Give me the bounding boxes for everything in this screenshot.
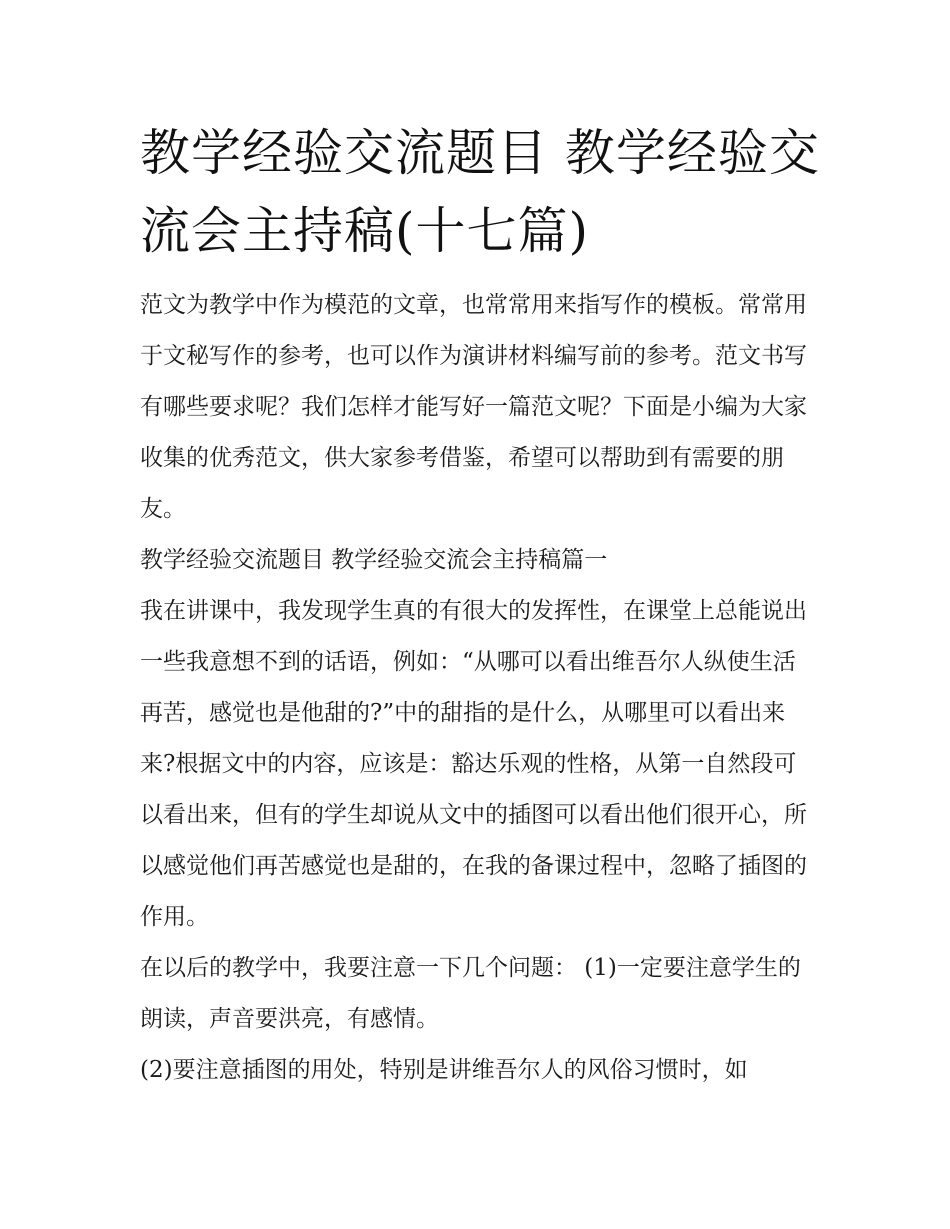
intro-paragraph: 范文为教学中作为模范的文章，也常常用来指写作的模板。常常用于文秘写作的参考，也可以作为演讲材料编写前的参考。范文书写有哪些要求呢？我们怎样才能写好一篇范文呢？下面是小编为大家收集的优秀范文，供大家参考借鉴，希望可以帮助到有需要的朋友。	[140, 292, 807, 522]
body-paragraph: (2)要注意插图的用处，特别是讲维吾尔人的风俗习惯时，如	[140, 1057, 748, 1083]
body-paragraph: 我在讲课中，我发现学生真的有很大的发挥性，在课堂上总能说出一些我意想不到的话语，例如：“从哪可以看出维吾尔人纵使生活再苦，感觉也是他甜的?”中的甜指的是什么，从哪里可以看出来来?根据文中的内容，应该是：豁达乐观的性格，从第一自然段可以看出来，但有的学生却说从文中的插图可以看出他们很开心，所以感觉他们再苦感觉也是甜的，在我的备课过程中，忽略了插图的作用。	[140, 598, 807, 930]
document-body	[140, 280, 815, 1096]
body-paragraph: 在以后的教学中，我要注意一下几个问题： (1)一定要注意学生的朗读，声音要洪亮，有感情。	[140, 955, 801, 1032]
document-title: 教学经验交流题目 教学经验交流会主持稿(十七篇)	[140, 124, 820, 260]
section-heading: 教学经验交流题目 教学经验交流会主持稿篇一	[140, 547, 608, 573]
